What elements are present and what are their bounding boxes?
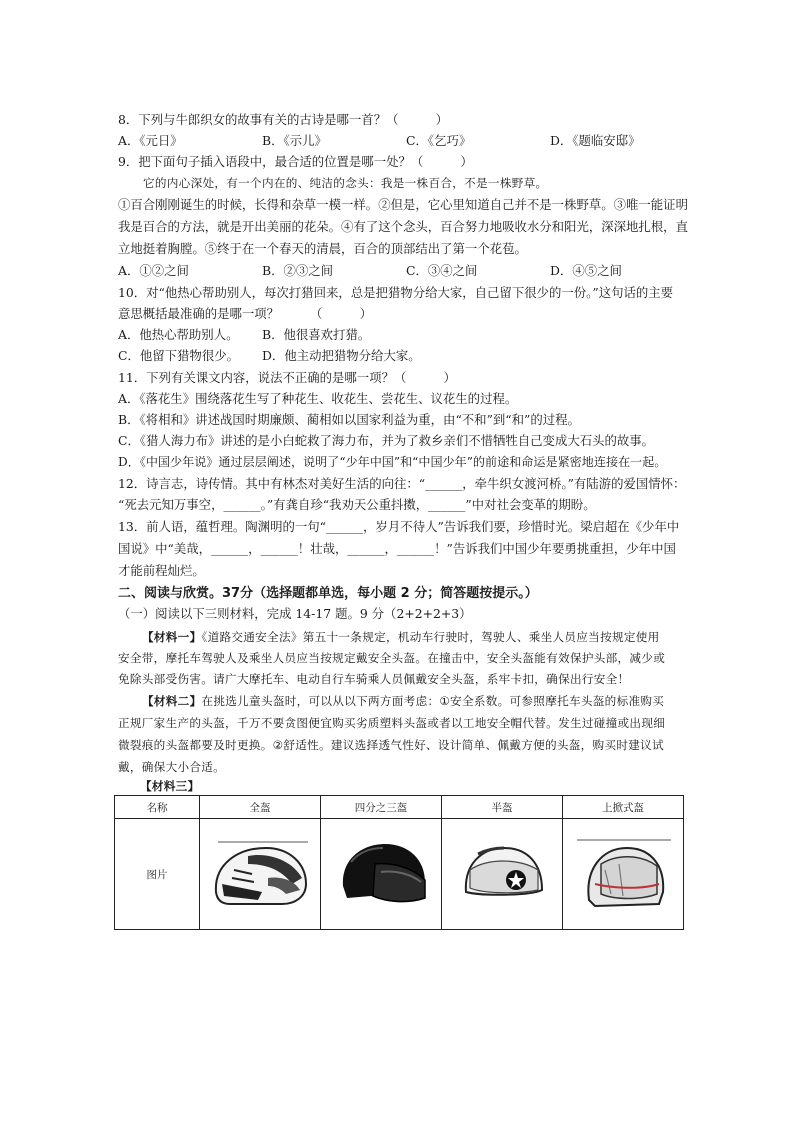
q8-stem: 8．下列与牛郎织女的故事有关的古诗是哪一首？（ ） bbox=[118, 112, 449, 127]
q9-option-d: D．④⑤之间 bbox=[550, 263, 622, 278]
q8-option-b: B．《示儿》 bbox=[262, 133, 327, 148]
material2-label: 【材料二】 bbox=[142, 694, 202, 708]
q9-stem: 9．把下面句子插入语段中，最合适的位置是哪一处？（ ） bbox=[118, 154, 473, 169]
q9-option-b: B．②③之间 bbox=[262, 263, 334, 278]
q8-option-a: A．《元日》 bbox=[118, 133, 183, 148]
q12-line: 12．诗言志，诗传情。其中有林杰对美好生活的向往：“______，牵牛织女渡河桥。”有陆游的爱国情怀： bbox=[118, 476, 686, 491]
q9-passage-line: 我是百合的方法，就是开出美丽的花朵。④有了这个念头，百合努力地吸收水分和阳光，深深地扎根，直 bbox=[118, 219, 688, 234]
q13-line: 国说》中“美哉，______，______！壮哉，______，______！”告诉我们中国少年要勇挑重担，少年中国 bbox=[118, 541, 676, 556]
flip-up-helmet-icon bbox=[571, 834, 675, 914]
material1-label: 【材料一】 bbox=[142, 630, 202, 644]
q8-option-c: C．《乞巧》 bbox=[406, 133, 472, 148]
table-header-name: 名称 bbox=[115, 796, 200, 819]
material1-line: 安全带，摩托车驾驶人及乘坐人员应当按规定戴安全头盔。在撞击中，安全头盔能有效保护头部，减少或 bbox=[118, 651, 666, 665]
full-helmet-image bbox=[200, 819, 321, 930]
table-header-full-helmet: 全盔 bbox=[200, 796, 321, 819]
q10-stem: 意思概括最准确的是哪一项？ （ ） bbox=[118, 306, 373, 321]
material1-line: 《道路交通安全法》第五十一条规定，机动车行驶时，驾驶人、乘坐人员应当按规定使用 bbox=[201, 630, 660, 644]
q10-stem: 10．对“他热心帮助别人，每次打猎回来，总是把猎物分给大家，自己留下很少的一份。”这句话的主要 bbox=[118, 285, 674, 300]
flip-up-helmet-image bbox=[563, 819, 684, 930]
half-helmet-icon bbox=[450, 834, 554, 914]
three-quarter-helmet-icon bbox=[329, 834, 433, 914]
q11-option-d: D．《中国少年说》通过层层阐述，说明了“少年中国”和“中国少年”的前途和命运是紧密地连接在一起。 bbox=[118, 455, 667, 469]
material2-line: 正规厂家生产的头盔，千万不要贪图便宜购买劣质塑料头盔或者以工地安全帽代替。发生过碰撞或出现细 bbox=[118, 716, 666, 730]
table-header-half-helmet: 半盔 bbox=[442, 796, 563, 819]
q11-stem: 11．下列有关课文内容，说法不正确的是哪一项？（ ） bbox=[118, 370, 456, 385]
table-header-flip-up-helmet: 上掀式盔 bbox=[563, 796, 684, 819]
three-quarter-helmet-image bbox=[321, 819, 442, 930]
q9-passage-line: ①百合刚刚诞生的时候，长得和杂草一模一样。②但是，它心里知道自己并不是一株野草。③唯一能证明 bbox=[118, 197, 688, 212]
full-helmet-icon bbox=[208, 834, 312, 914]
material1-line: 免除头部受伤害。请广大摩托车、电动自行车骑乘人员佩戴安全头盔，系牢卡扣，确保出行安全！ bbox=[118, 672, 630, 686]
q11-option-b: B．《将相和》讲述战国时期廉颇、蔺相如以国家利益为重，由“不和”到“和”的过程。 bbox=[118, 412, 580, 427]
q10-option-d: D．他主动把猎物分给大家。 bbox=[262, 348, 421, 363]
q11-option-c: C．《猎人海力布》讲述的是小白蛇救了海力布，并为了救乡亲们不惜牺牲自己变成大石头的故事。 bbox=[118, 433, 655, 448]
q11-option-a: A．《落花生》围绕落花生写了种花生、收花生、尝花生、议花生的过程。 bbox=[118, 391, 518, 406]
helmet-table bbox=[114, 795, 684, 930]
q13-line: 13．前人语，蕴哲理。陶渊明的一句“______，岁月不待人”告诉我们要，珍惜时光。梁启超在《少年中 bbox=[118, 519, 680, 534]
q12-line: “死去元知万事空，______。”有龚自珍“我劝天公重抖擞，______”中对社会变革的期盼。 bbox=[118, 497, 596, 512]
section2-subtitle: （一）阅读以下三则材料，完成 14-17 题。9 分（2+2+2+3） bbox=[118, 606, 472, 621]
q9-option-c: C．③④之间 bbox=[406, 263, 478, 278]
table-row-label-image: 图片 bbox=[115, 819, 200, 930]
q8-option-d: D．《题临安邸》 bbox=[550, 133, 641, 148]
q10-option-c: C．他留下猎物很少。 bbox=[118, 348, 239, 363]
material2-line: 微裂痕的头盔都要及时更换。②舒适性。建议选择透气性好、设计简单、佩戴方便的头盔，购买时建议试 bbox=[118, 738, 664, 752]
material2-line: 戴，确保大小合适。 bbox=[118, 760, 226, 774]
q10-option-a: A．他热心帮助别人。 bbox=[118, 327, 239, 342]
q9-option-a: A．①②之间 bbox=[118, 263, 189, 278]
q9-passage-line: 立地挺着胸膛。⑤终于在一个春天的清晨，百合的顶部结出了第一个花苞。 bbox=[118, 241, 527, 256]
table-header-three-quarter-helmet: 四分之三盔 bbox=[321, 796, 442, 819]
half-helmet-image bbox=[442, 819, 563, 930]
section2-title: 二、阅读与欣赏。37分（选择题都单选，每小题 2 分；简答题按提示。） bbox=[118, 586, 538, 601]
material3-label: 【材料三】 bbox=[140, 779, 200, 793]
q10-option-b: B．他很喜欢打猎。 bbox=[262, 327, 371, 342]
q13-line: 才能前程灿烂。 bbox=[118, 563, 205, 578]
q9-insert-sentence: 它的内心深处，有一个内在的、纯洁的念头：我是一株百合，不是一株野草。 bbox=[143, 176, 548, 190]
material2-line: 在挑选儿童头盔时，可以从以下两方面考虑：①安全系数。可参照摩托车头盔的标准购买 bbox=[201, 694, 665, 708]
